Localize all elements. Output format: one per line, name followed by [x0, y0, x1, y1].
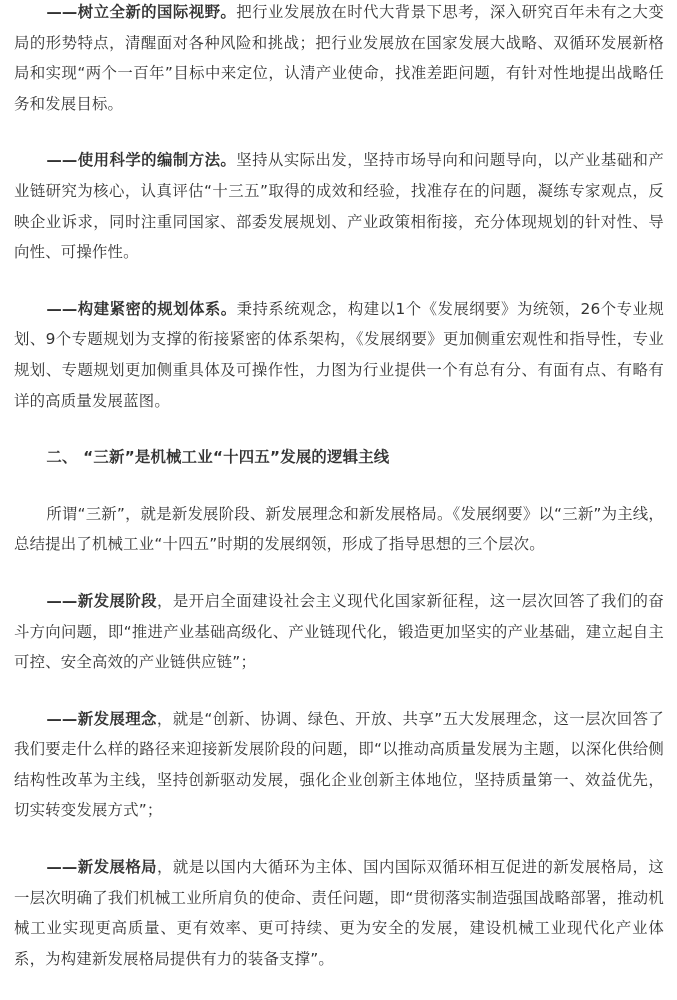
paragraph-three-new-intro [14, 499, 664, 560]
paragraph-text: 秉持系统观念，构建以1个《发展纲要》为统领，26个专业规划、9个专题规划为支撑的衔接紧密的体系架构，《发展纲要》更加侧重宏观性和指导性，专业规划、专题规划更加侧重具体及可操作性，力图为行业提供一个有总有分、有面有点、有略有详的高质量发展蓝图。 [14, 299, 664, 410]
paragraph-text: ，就是“创新、协调、绿色、开放、共享”五大发展理念，这一层次回答了我们要走什么样的路径来迎接新发展阶段的问题，即“以推动高质量发展为主题，以深化供给侧结构性改革为主线，坚持创新驱动发展，强化企业创新主体地位，坚持质量第一、效益优先，切实转变发展方式”； [14, 709, 664, 820]
paragraph-new-concept [14, 704, 664, 826]
paragraph-lead: ——构建紧密的规划体系。 [46, 299, 237, 318]
article-body [14, 0, 664, 1000]
paragraph-text: ，是开启全面建设社会主义现代化国家新征程，这一层次回答了我们的奋斗方向问题，即“推进产业基础高级化、产业链现代化，锻造更加坚实的产业基础，建立起自主可控、安全高效的产业链供应链”； [14, 591, 664, 672]
paragraph-scientific-method [14, 145, 664, 267]
paragraph-text: 所谓“三新”，就是新发展阶段、新发展理念和新发展格局。《发展纲要》以“三新”为主线，总结提出了机械工业“十四五”时期的发展纲领，形成了指导思想的三个层次。 [14, 504, 664, 554]
paragraph-new-pattern [14, 852, 664, 974]
section-heading-text: 二、 “三新”是机械工业“十四五”发展的逻辑主线 [46, 448, 390, 467]
paragraph-international-vision [14, 0, 664, 119]
paragraph-lead: ——新发展格局 [46, 858, 158, 877]
paragraph-lead: ——新发展阶段 [46, 591, 158, 610]
paragraph-lead: ——新发展理念 [46, 709, 157, 728]
paragraph-text: 把行业发展放在时代大背景下思考，深入研究百年未有之大变局的形势特点，清醒面对各种风险和挑战；把行业发展放在国家发展大战略、双循环发展新格局和实现“两个一百年”目标中来定位，认清产业使命，找准差距问题，有针对性地提出战略任务和发展目标。 [14, 3, 664, 113]
paragraph-planning-system [14, 294, 664, 416]
paragraph-lead: ——树立全新的国际视野。 [46, 3, 237, 21]
paragraph-lead: ——使用科学的编制方法。 [46, 151, 237, 170]
section-heading [14, 442, 664, 473]
paragraph-text: 坚持从实际出发，坚持市场导向和问题导向，以产业基础和产业链研究为核心，认真评估“十三五”取得的成效和经验，找准存在的问题，凝练专家观点，反映企业诉求，同时注重同国家、部委发展规划、产业政策相衔接，充分体现规划的针对性、导向性、可操作性。 [14, 151, 664, 262]
paragraph-text: ，就是以国内大循环为主体、国内国际双循环相互促进的新发展格局，这一层次明确了我们机械工业所肩负的使命、责任问题，即“贯彻落实制造强国战略部署，推动机械工业实现更高质量、更有效率、更可持续、更为安全的发展，建设机械工业现代化产业体系，为构建新发展格局提供有力的装备支撑”。 [14, 858, 664, 968]
paragraph-new-stage [14, 586, 664, 678]
